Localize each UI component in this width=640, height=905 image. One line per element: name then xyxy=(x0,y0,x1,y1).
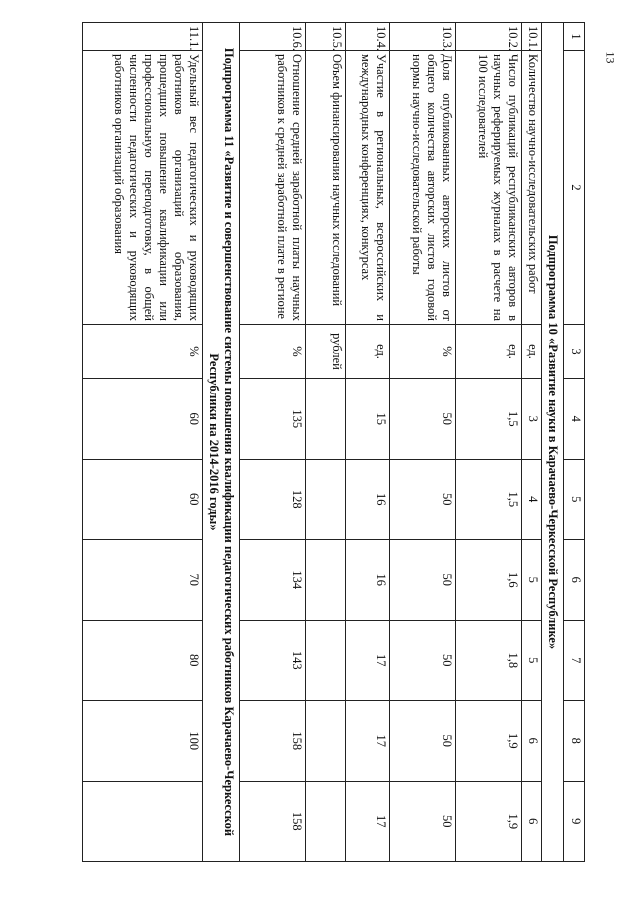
row-value: 1,6 xyxy=(456,540,522,621)
column-header: 8 xyxy=(564,701,585,782)
row-value xyxy=(306,701,346,782)
subprogram-header-row xyxy=(542,23,564,862)
row-id: 11.1. xyxy=(83,23,203,51)
row-value: 1,9 xyxy=(456,701,522,782)
row-value: 17 xyxy=(346,620,390,701)
row-name: Участие в региональных, всероссийских и международных конференциях, конкурсах xyxy=(346,51,390,325)
column-header: 6 xyxy=(564,540,585,621)
row-id: 10.4. xyxy=(346,23,390,51)
rotated-table-area xyxy=(45,22,585,862)
row-unit: % xyxy=(390,325,456,379)
page-number: 13 xyxy=(603,51,618,64)
column-header: 4 xyxy=(564,379,585,460)
row-value: 17 xyxy=(346,701,390,782)
column-header: 2 xyxy=(564,51,585,325)
row-name: Отношение средней заработной платы научных работников к средней заработной плате в регионе xyxy=(240,51,306,325)
table-row xyxy=(346,23,390,862)
row-value: 80 xyxy=(83,620,203,701)
row-id: 10.6. xyxy=(240,23,306,51)
row-value: 143 xyxy=(240,620,306,701)
row-value: 3 xyxy=(522,379,542,460)
row-id: 10.3. xyxy=(390,23,456,51)
column-header: 1 xyxy=(564,23,585,51)
column-header: 7 xyxy=(564,620,585,701)
row-value: 16 xyxy=(346,540,390,621)
row-value: 1,5 xyxy=(456,379,522,460)
row-value: 70 xyxy=(83,540,203,621)
row-value xyxy=(306,379,346,460)
row-name: Объем финансирования научных исследований xyxy=(306,51,346,325)
table-row xyxy=(83,23,203,862)
row-value: 128 xyxy=(240,459,306,540)
row-value: 50 xyxy=(390,781,456,862)
table-row xyxy=(306,23,346,862)
row-name: Число публикаций республиканских авторов в научных реферируемых журналах в расчете на 100 исследователей xyxy=(456,51,522,325)
table-row xyxy=(240,23,306,862)
subprogram-10-title: Подпрограмма 10 «Развитие науки в Карачаево-Черкесской Республике» xyxy=(542,23,564,862)
subprogram-11-title: Подпрограмма 11 «Развитие и совершенствование системы повышения квалификации педагогических работников Карачаево-Черкесской Республики на 2014-2016 годы» xyxy=(203,23,240,862)
table-row xyxy=(390,23,456,862)
row-name: Количество научно-исследовательских работ xyxy=(522,51,542,325)
row-id: 10.5. xyxy=(306,23,346,51)
row-value xyxy=(306,540,346,621)
row-unit: ед. xyxy=(346,325,390,379)
row-value xyxy=(306,459,346,540)
indicators-table xyxy=(82,22,585,862)
row-value: 100 xyxy=(83,701,203,782)
row-name: Удельный вес педагогических и руководящих работников организаций образования, прошедших повышение квалификации или профессиональную переподготовку, в общей численности педагогических и руководящих работников организаций образования xyxy=(83,51,203,325)
row-unit: ед. xyxy=(456,325,522,379)
row-value: 50 xyxy=(390,379,456,460)
row-value: 135 xyxy=(240,379,306,460)
row-value: 60 xyxy=(83,459,203,540)
row-value: 16 xyxy=(346,459,390,540)
column-header: 5 xyxy=(564,459,585,540)
row-value: 17 xyxy=(346,781,390,862)
row-id: 10.1. xyxy=(522,23,542,51)
row-id: 10.2. xyxy=(456,23,522,51)
row-value: 50 xyxy=(390,620,456,701)
row-value: 158 xyxy=(240,701,306,782)
column-header: 9 xyxy=(564,781,585,862)
row-value: 1,5 xyxy=(456,459,522,540)
row-unit: рублей xyxy=(306,325,346,379)
row-unit: % xyxy=(240,325,306,379)
row-value: 1,9 xyxy=(456,781,522,862)
column-header: 3 xyxy=(564,325,585,379)
row-value: 5 xyxy=(522,540,542,621)
row-value: 50 xyxy=(390,701,456,782)
row-name: Доля опубликованных авторских листов от общего количества авторских листов годовой нормы научно-исследовательской работы xyxy=(390,51,456,325)
table-row xyxy=(456,23,522,862)
row-value xyxy=(83,781,203,862)
row-value: 15 xyxy=(346,379,390,460)
row-value xyxy=(306,620,346,701)
table-row xyxy=(522,23,542,862)
row-value: 50 xyxy=(390,540,456,621)
row-value: 158 xyxy=(240,781,306,862)
row-value: 1,8 xyxy=(456,620,522,701)
subprogram-header-row xyxy=(203,23,240,862)
row-value: 5 xyxy=(522,620,542,701)
row-value: 60 xyxy=(83,379,203,460)
row-value: 50 xyxy=(390,459,456,540)
column-header-row xyxy=(564,23,585,862)
row-value: 134 xyxy=(240,540,306,621)
row-value: 4 xyxy=(522,459,542,540)
row-value xyxy=(306,781,346,862)
row-unit: ед. xyxy=(522,325,542,379)
row-value: 6 xyxy=(522,781,542,862)
row-unit: % xyxy=(83,325,203,379)
row-value: 6 xyxy=(522,701,542,782)
